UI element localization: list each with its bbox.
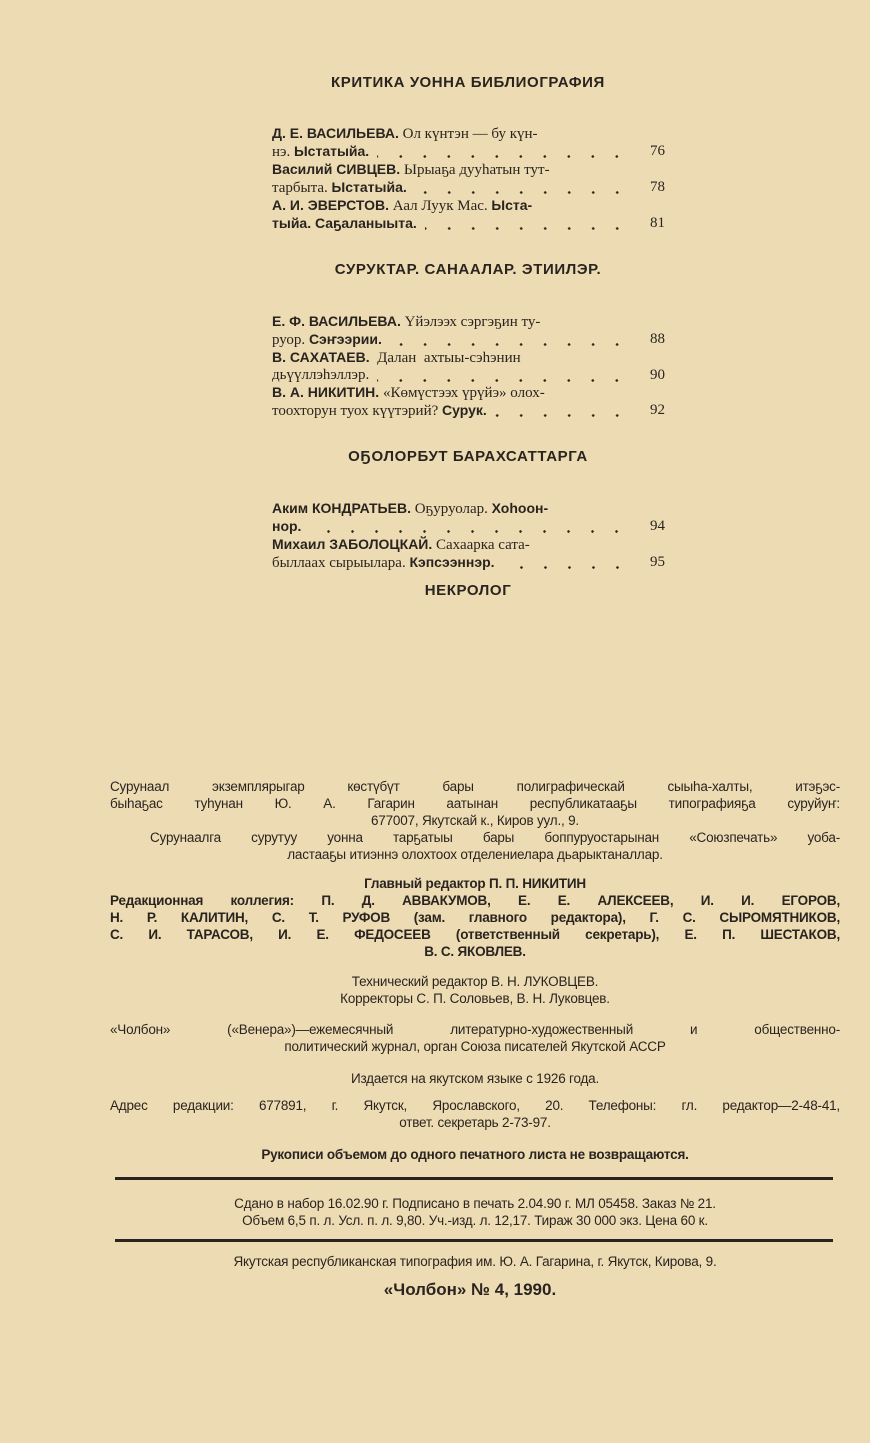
page-number: 81 [650,215,665,231]
toc-line [272,313,665,331]
section-heading: ОҔОЛОРБУТ БАРАХСАТТАРГА [348,448,588,465]
toc-bold-text: Сэҥээрии. [308,331,382,347]
dot-leader [425,215,633,232]
toc-bold-text: В. А. НИКИТИН. [272,384,380,400]
section-heading: НЕКРОЛОГ [424,582,512,599]
toc-entry [272,384,665,420]
toc-bold-text: А. И. ЭВЕРСТОВ. [272,197,389,213]
text-line: В. С. ЯКОВЛЕВ. [424,944,526,959]
divider [115,1177,833,1180]
toc-entry [272,197,665,233]
toc-bold-text: Д. Е. ВАСИЛЬЕВА. [272,125,399,141]
divider [115,1239,833,1242]
toc-entry [272,500,665,536]
page-number: 88 [650,331,665,347]
toc-line-text [272,125,538,143]
text-line: политический журнал, орган Союза писателей Якутской АССР [284,1039,666,1054]
toc-bold-text: Василий СИВЦЕВ. [272,161,401,177]
page-number: 78 [650,179,665,195]
dot-leader [377,143,633,160]
tech-editor: Технический редактор В. Н. ЛУКОВЦЕВ. [351,974,599,989]
toc-line-text [272,179,407,197]
toc-bold-text: Аким КОНДРАТЬЕВ. [272,500,411,516]
toc-line-text [272,313,540,331]
toc-bold-text: Сурук. [442,402,487,418]
toc-line [272,215,665,233]
toc-line [272,554,665,572]
correctors: Корректоры С. П. Соловьев, В. Н. Луковцев. [340,991,610,1006]
text-line: Объем 6,5 п. л. Усл. п. л. 9,80. Уч.-изд. л. 12,17. Тираж 30 000 экз. Цена 60 к. [242,1213,708,1228]
toc-text: быллаах сырыылара. [272,555,410,571]
page-number: 94 [650,518,665,534]
toc-line-text [272,331,382,349]
toc-line [272,143,665,161]
toc-bold-text: тыйа. Саҕаланыыта. [272,215,417,231]
text-line: быһаҕас туһунан Ю. А. Гагарин аатынан республикатааҕы типографияҕа суруйуҥ: [110,796,840,811]
toc-text: Сахаарка сата- [432,537,530,553]
text-line: Редакционная коллегия: П. Д. АВВАКУМОВ, Е. Е. АЛЕКСЕЕВ, И. И. ЕГОРОВ, [110,893,840,908]
toc-text: «Көмүстээх үрүйэ» олох- [379,385,545,401]
toc-line-text [272,197,532,215]
toc-entry [272,536,665,572]
toc-line [272,349,665,367]
toc-text: Ырыаҕа дууһатын тут- [400,162,550,178]
dot-leader [390,331,633,348]
text-line: Адрес редакции: 677891, г. Якутск, Ярославского, 20. Телефоны: гл. редактор—2-48-41, [110,1098,840,1113]
text-line: Н. Р. КАЛИТИН, С. Т. РУФОВ (зам. главного редактора), Г. С. СЫРОМЯТНИКОВ, [110,910,840,925]
toc-line-text [272,143,369,161]
toc-line [272,161,665,179]
print-details [110,1195,840,1229]
dot-leader [503,554,633,571]
toc-text: дьүүллэһэллэр. [272,367,370,383]
toc-line-text [272,402,487,420]
toc-entry [272,161,665,197]
toc-text: Оҕуруолар. [410,501,492,517]
toc-line [272,197,665,215]
toc-line [272,367,665,384]
text-line: С. И. ТАРАСОВ, И. Е. ФЕДОСЕЕВ (ответственный секретарь), Е. П. ШЕСТАКОВ, [110,927,840,942]
toc-section-2 [272,500,665,572]
toc-line [272,179,665,197]
published-since: Издается на якутском языке с 1926 года. [350,1071,600,1086]
page-number: 90 [650,367,665,383]
toc-line-text [272,215,417,233]
section-heading: КРИТИКА УОННА БИБЛИОГРАФИЯ [331,74,605,91]
toc-text: Аал Луук Мас. [388,198,492,214]
editorial-board [110,875,840,960]
toc-line-text [272,518,301,536]
toc-line [272,331,665,349]
text-line: Сдано в набор 16.02.90 г. Подписано в печать 2.04.90 г. МЛ 05458. Заказ № 21. [234,1196,716,1211]
toc-bold-text: Ыстатыйа. [331,179,407,195]
toc-section-1 [272,313,665,420]
technical-staff [110,973,840,1007]
toc-text: нэ. [272,144,294,160]
page-number: 95 [650,554,665,570]
toc-line [272,125,665,143]
page-number: 76 [650,143,665,159]
toc-text: тоохторун туох күүтэрий? [272,403,443,419]
toc-line [272,402,665,420]
text-line: «Чолбон» («Венера»)—ежемесячный литературно-художественный и общественно- [110,1022,840,1037]
toc-line-text [272,536,530,554]
text-line: ластааҕы итиэннэ олохтоох отделениелара дьарыктаналлар. [287,847,663,862]
toc-bold-text: Михаил ЗАБОЛОЦКАЙ. [272,536,433,552]
toc-line-text [272,500,548,518]
toc-bold-text: Хоһоон- [491,500,549,516]
text-line: 677007, Якутскай к., Киров уул., 9. [371,813,579,828]
text-line: Сурунаал экземплярыгар көстүбүт бары полиграфическай сыыһа-халты, итэҕэс- [110,779,840,794]
chief-editor: Главный редактор П. П. НИКИТИН [364,876,586,891]
toc-line-text [272,367,369,384]
toc-line [272,500,665,518]
toc-line-text [272,349,521,367]
toc-text: Ол күнтэн — бу күн- [398,126,538,142]
journal-description [110,1021,840,1055]
toc-bold-text: В. САХАТАЕВ. [272,349,370,365]
manuscripts-notice: Рукописи объемом до одного печатного листа не возвращаются. [261,1147,689,1162]
toc-line-text [272,554,495,572]
printer-info: Якутская республиканская типография им. Ю. А. Гагарина, г. Якутск, Кирова, 9. [233,1254,717,1269]
dot-leader [495,402,633,419]
toc-line [272,384,665,402]
dot-leader [415,179,633,196]
toc-entry [272,349,665,384]
toc-entry [272,313,665,349]
toc-bold-text: Ыста- [491,197,533,213]
toc-line-text [272,384,545,402]
toc-text: тарбыта. [272,180,332,196]
editorial-address [110,1097,840,1131]
dot-leader [309,518,633,535]
toc-line-text [272,161,550,179]
toc-text: Үйэлээх сэргэҕин ту- [400,314,541,330]
errata-notice [110,778,840,863]
toc-bold-text: Е. Ф. ВАСИЛЬЕВА. [272,313,401,329]
toc-text: руор. [272,332,309,348]
toc-bold-text: Кэпсээннэр. [409,554,495,570]
toc-line [272,536,665,554]
toc-bold-text: Ыстатыйа. [293,143,370,159]
toc-text: Далан ахтыы-сэһэнин [369,350,521,366]
toc-bold-text: нор. [272,518,302,534]
page-number: 92 [650,402,665,418]
section-heading: СУРУКТАР. САНААЛАР. ЭТИИЛЭР. [334,261,602,278]
toc-entry [272,125,665,161]
text-line: Сурунаалга сурутуу уонна тарҕатыы бары боппуруостарынан «Союзпечать» уоба- [150,830,840,845]
text-line: ответ. секретарь 2-73-97. [399,1115,551,1130]
toc-line [272,518,665,536]
toc-section-0 [272,125,665,233]
issue-label: «Чолбон» № 4, 1990. [383,1280,557,1299]
dot-leader [377,367,633,384]
